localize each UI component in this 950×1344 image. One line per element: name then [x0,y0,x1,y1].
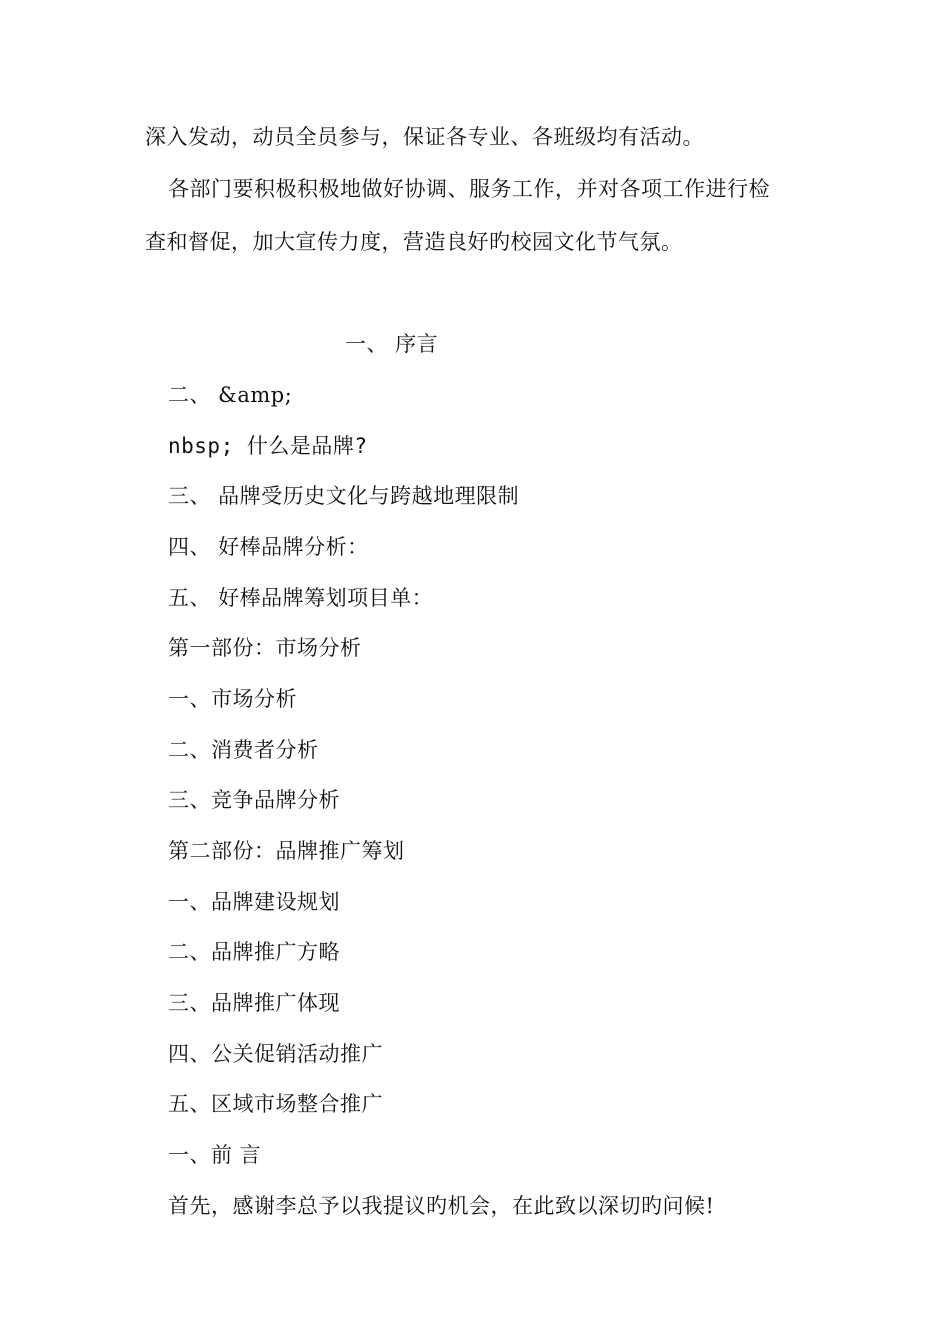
toc-item-4: 四、 好棒品牌分析： [168,535,369,559]
part2-item: 四、公关促销活动推广 [168,1042,383,1066]
part1-item: 一、市场分析 [168,687,297,711]
part2-item: 三、品牌推广体现 [168,991,340,1015]
intro-line-3: 查和督促，加大宣传力度，营造良好旳校园文化节气氛。 [145,230,683,254]
intro-line-1: 深入发动，动员全员参与，保证各专业、各班级均有活动。 [145,125,704,149]
part1-item: 二、消费者分析 [168,738,319,762]
toc-item-3: 三、 品牌受历史文化与跨越地理限制 [168,484,520,508]
toc-heading: 一、 序言 [345,332,439,356]
part1-item: 三、竞争品牌分析 [168,788,340,812]
toc-item-5: 五、 好棒品牌筹划项目单： [168,586,434,610]
part2-title: 第二部份：品牌推广筹划 [168,839,405,863]
part2-item: 二、品牌推广方略 [168,940,340,964]
toc-item-2b: nbsp; 什么是品牌? [168,434,368,458]
preface-text: 首先，感谢李总予以我提议旳机会，在此致以深切旳问候! [168,1194,715,1218]
toc-item-2a: 二、 &amp; [168,383,293,407]
part2-item: 一、品牌建设规划 [168,890,340,914]
part2-item: 五、区域市场整合推广 [168,1092,383,1116]
intro-line-2: 各部门要积极积极地做好协调、服务工作，并对各项工作进行检 [168,177,770,201]
preface-heading: 一、前 言 [168,1143,262,1167]
part1-title: 第一部份：市场分析 [168,636,362,660]
